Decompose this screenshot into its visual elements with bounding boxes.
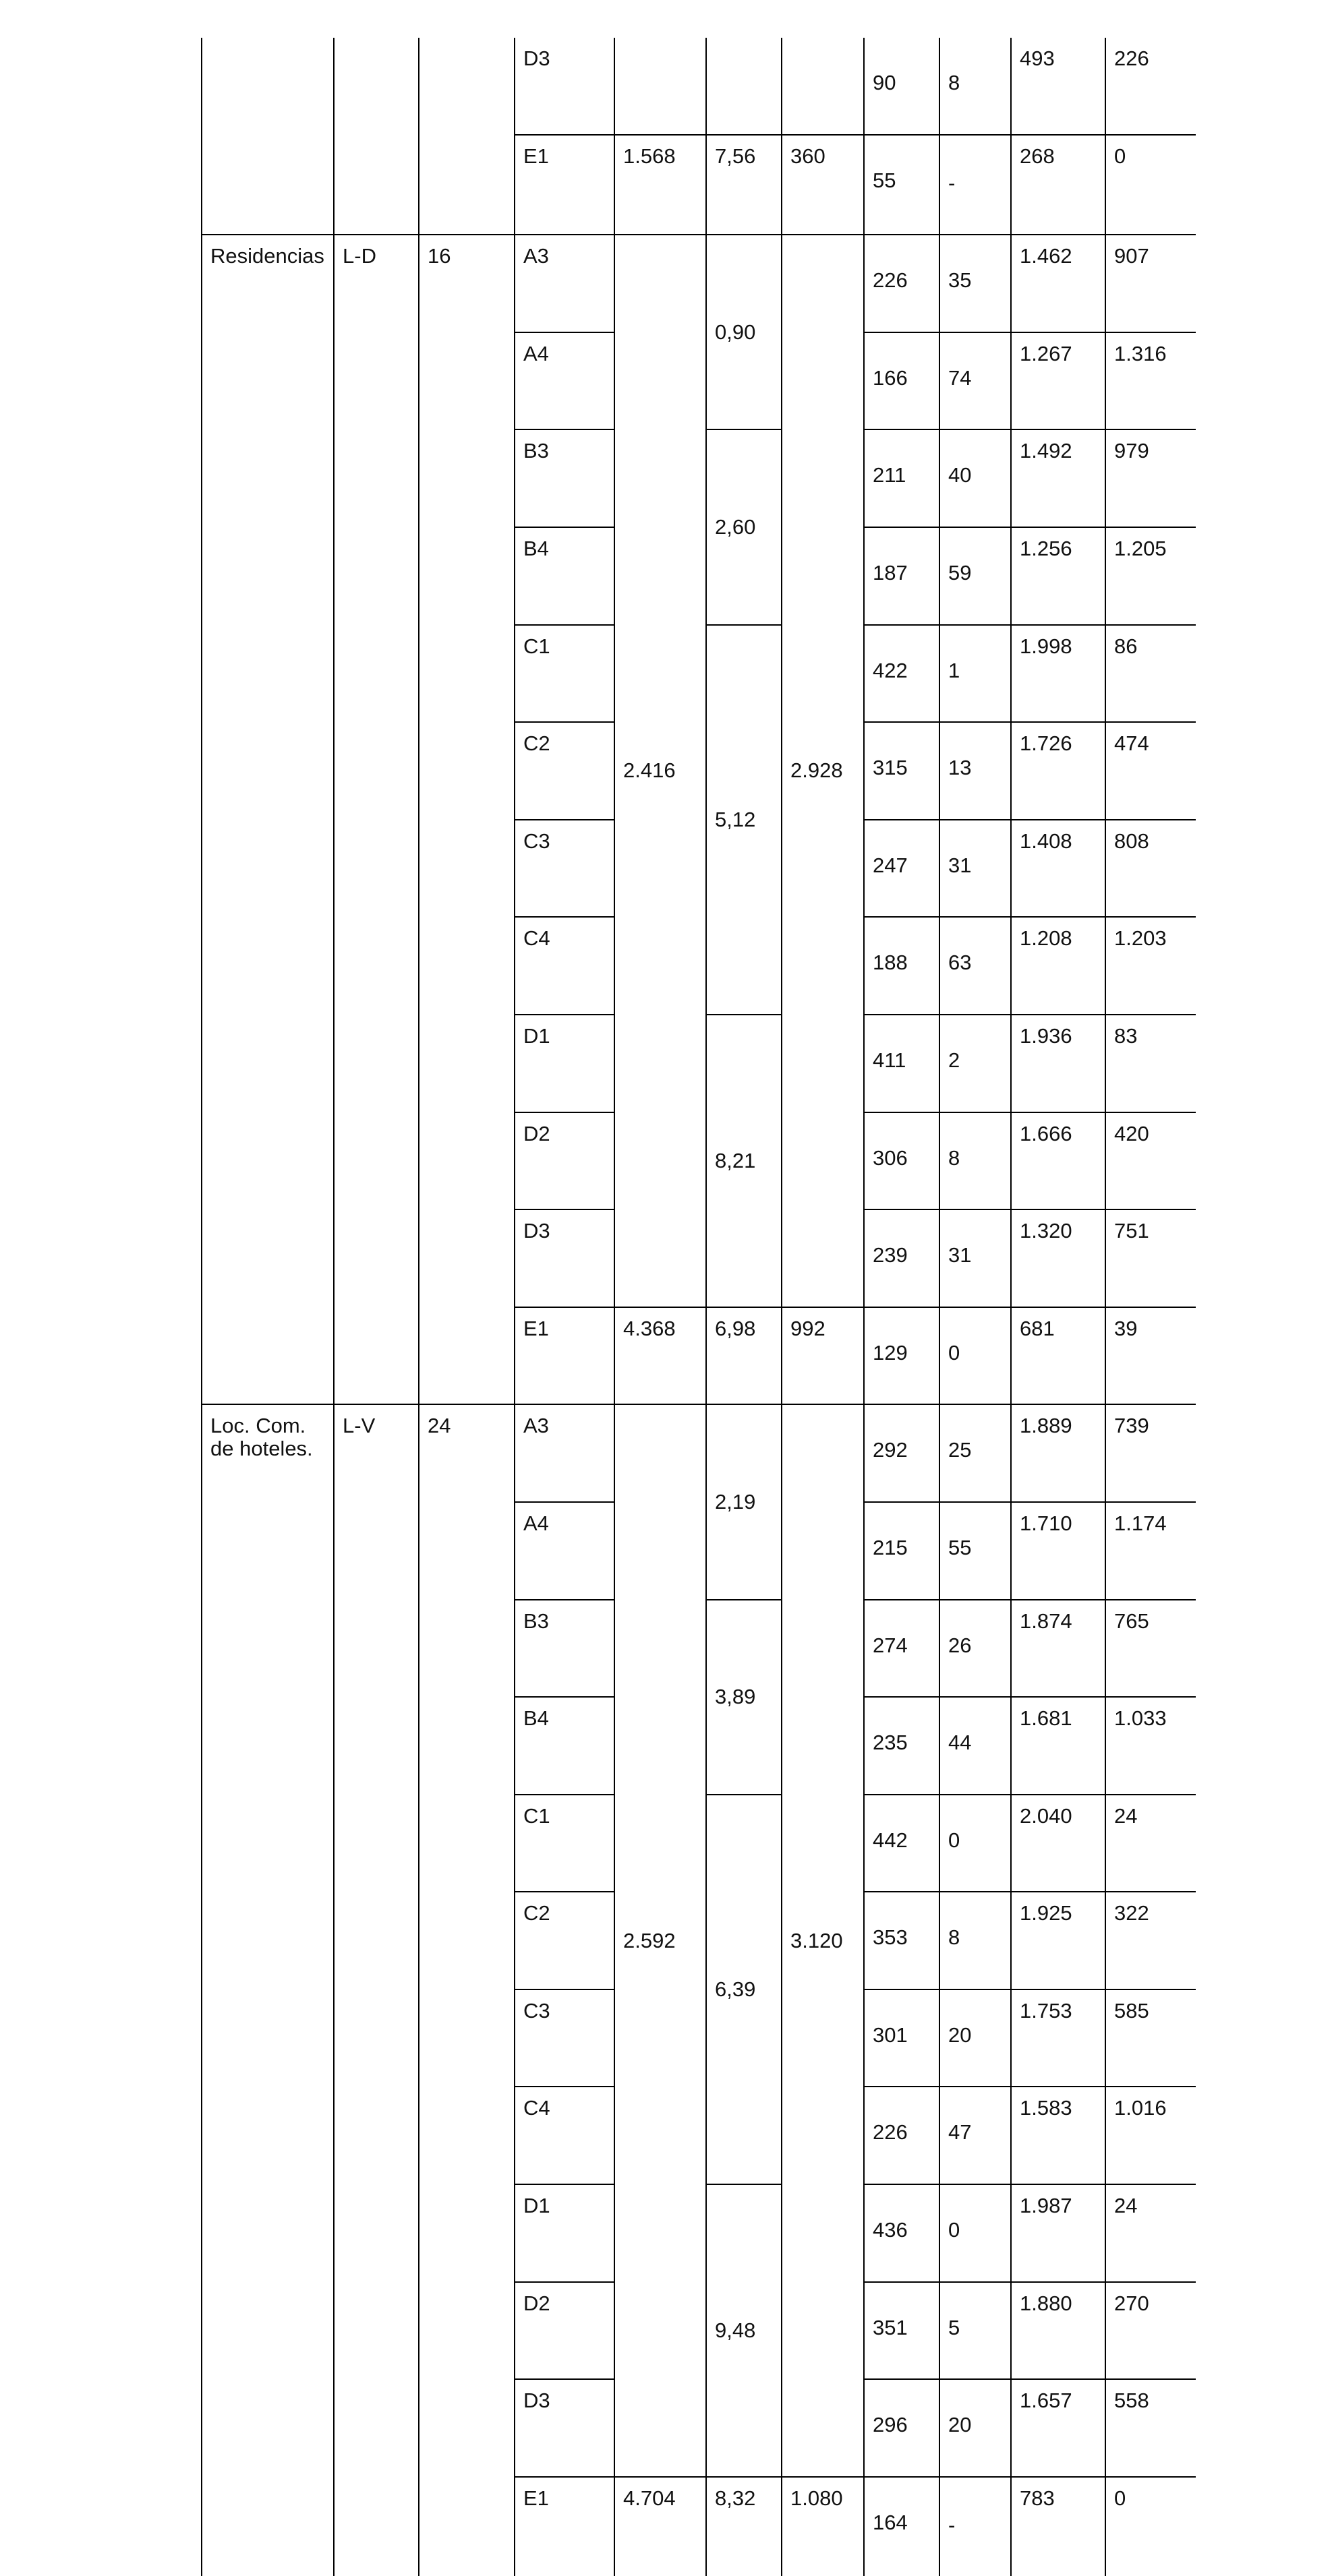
value-cell: 26 [939,1600,1011,1698]
category-cell: Loc. Com. de hoteles. [202,1404,334,2576]
zone-cell: C2 [515,722,614,820]
value-cell: 6,98 [706,1307,782,1405]
category-cell: Residencias [202,235,334,1404]
value-cell: 420 [1105,1112,1196,1210]
zone-cell: A4 [515,332,614,430]
value-cell: 1.925 [1011,1892,1105,1989]
schedule-cell: L-D [334,235,419,1404]
value-cell: 1.726 [1011,722,1105,820]
value-cell: 215 [864,1502,939,1600]
value-cell: 4.704 [614,2477,706,2576]
table-row [202,38,1196,135]
zone-cell: C3 [515,1989,614,2087]
table-row [202,235,1196,332]
zone-cell: E1 [515,1307,614,1405]
data-table [201,38,1196,2576]
value-cell: 979 [1105,429,1196,527]
value-cell: 2.592 [614,1404,706,2477]
value-cell: 55 [939,1502,1011,1600]
value-cell: 351 [864,2282,939,2380]
value-cell: 188 [864,917,939,1015]
value-cell: 1.080 [782,2477,864,2576]
value-cell: 24 [1105,1795,1196,1892]
zone-cell: D3 [515,2379,614,2477]
value-cell: 8 [939,1892,1011,1989]
zone-cell: B3 [515,1600,614,1698]
value-cell: 1.208 [1011,917,1105,1015]
value-cell: 1.889 [1011,1404,1105,1502]
value-cell: 1.174 [1105,1502,1196,1600]
value-cell: 739 [1105,1404,1196,1502]
value-cell: 3.120 [782,1404,864,2477]
value-cell: 8,32 [706,2477,782,2576]
value-cell: 35 [939,235,1011,332]
value-cell: 59 [939,527,1011,625]
value-cell: 1.316 [1105,332,1196,430]
value-cell: 226 [864,2087,939,2184]
zone-cell: C2 [515,1892,614,1989]
value-cell: 1.033 [1105,1697,1196,1795]
zone-cell: A4 [515,1502,614,1600]
value-cell: 2.928 [782,235,864,1307]
value-cell: 808 [1105,820,1196,918]
value-cell: 9,48 [706,2184,782,2477]
value-cell: 8 [939,1112,1011,1210]
value-cell: 1.880 [1011,2282,1105,2380]
value-cell: 411 [864,1015,939,1112]
value-cell: 25 [939,1404,1011,1502]
value-cell [706,38,782,135]
value-cell: 268 [1011,135,1105,235]
value-cell: - [939,135,1011,235]
value-cell: 1.205 [1105,527,1196,625]
zone-cell: A3 [515,235,614,332]
value-cell: 436 [864,2184,939,2282]
value-cell: 274 [864,1600,939,1698]
value-cell: 235 [864,1697,939,1795]
value-cell: 751 [1105,1209,1196,1307]
value-cell: 86 [1105,625,1196,723]
value-cell: 187 [864,527,939,625]
value-cell: 442 [864,1795,939,1892]
value-cell: 47 [939,2087,1011,2184]
value-cell: 1.267 [1011,332,1105,430]
zone-cell: D1 [515,2184,614,2282]
value-cell: 558 [1105,2379,1196,2477]
value-cell: 63 [939,917,1011,1015]
value-cell: 296 [864,2379,939,2477]
zone-cell: E1 [515,2477,614,2576]
value-cell: 1.408 [1011,820,1105,918]
value-cell: 292 [864,1404,939,1502]
value-cell: 1.256 [1011,527,1105,625]
value-cell: 681 [1011,1307,1105,1405]
value-cell: 211 [864,429,939,527]
value-cell: 1 [939,625,1011,723]
zone-cell: B3 [515,429,614,527]
value-cell: 322 [1105,1892,1196,1989]
value-cell: 90 [864,38,939,135]
zone-cell: C4 [515,2087,614,2184]
zone-cell: D1 [515,1015,614,1112]
value-cell: - [939,2477,1011,2576]
value-cell: 1.462 [1011,235,1105,332]
value-cell: 315 [864,722,939,820]
value-cell: 166 [864,332,939,430]
value-cell: 164 [864,2477,939,2576]
value-cell: 1.753 [1011,1989,1105,2087]
value-cell: 226 [864,235,939,332]
schedule-cell: L-V [334,1404,419,2576]
value-cell: 474 [1105,722,1196,820]
value-cell: 0 [939,1795,1011,1892]
value-cell: 1.874 [1011,1600,1105,1698]
value-cell: 1.998 [1011,625,1105,723]
value-cell: 2.416 [614,235,706,1307]
value-cell: 8,21 [706,1015,782,1307]
value-cell [782,38,864,135]
value-cell: 39 [1105,1307,1196,1405]
value-cell: 247 [864,820,939,918]
zone-cell: D3 [515,38,614,135]
value-cell: 1.320 [1011,1209,1105,1307]
zone-cell: A3 [515,1404,614,1502]
value-cell: 0 [939,2184,1011,2282]
value-cell: 6,39 [706,1795,782,2184]
value-cell: 1.681 [1011,1697,1105,1795]
value-cell: 0 [1105,135,1196,235]
value-cell: 13 [939,722,1011,820]
value-cell: 992 [782,1307,864,1405]
value-cell: 5,12 [706,625,782,1015]
value-cell: 55 [864,135,939,235]
value-cell: 1.710 [1011,1502,1105,1600]
value-cell: 24 [1105,2184,1196,2282]
table-row [202,1404,1196,1502]
value-cell: 301 [864,1989,939,2087]
zone-cell: D2 [515,1112,614,1210]
value-cell: 493 [1011,38,1105,135]
value-cell: 31 [939,820,1011,918]
value-cell: 83 [1105,1015,1196,1112]
value-cell: 1.583 [1011,2087,1105,2184]
value-cell: 422 [864,625,939,723]
zone-cell: D2 [515,2282,614,2380]
value-cell: 20 [939,2379,1011,2477]
value-cell: 226 [1105,38,1196,135]
value-cell: 0 [939,1307,1011,1405]
value-cell: 2,60 [706,429,782,624]
hours-cell [419,38,515,235]
value-cell: 783 [1011,2477,1105,2576]
value-cell: 1.666 [1011,1112,1105,1210]
value-cell: 585 [1105,1989,1196,2087]
zone-cell: B4 [515,1697,614,1795]
schedule-cell [334,38,419,235]
value-cell: 1.568 [614,135,706,235]
value-cell: 1.492 [1011,429,1105,527]
value-cell: 44 [939,1697,1011,1795]
value-cell: 2,19 [706,1404,782,1599]
value-cell: 8 [939,38,1011,135]
value-cell: 7,56 [706,135,782,235]
value-cell: 270 [1105,2282,1196,2380]
value-cell: 1.936 [1011,1015,1105,1112]
zone-cell: E1 [515,135,614,235]
value-cell: 129 [864,1307,939,1405]
value-cell: 1.203 [1105,917,1196,1015]
category-cell [202,38,334,235]
zone-cell: B4 [515,527,614,625]
value-cell: 40 [939,429,1011,527]
value-cell: 0 [1105,2477,1196,2576]
table-body [202,38,1196,2576]
value-cell: 353 [864,1892,939,1989]
value-cell: 2.040 [1011,1795,1105,1892]
value-cell: 0,90 [706,235,782,429]
zone-cell: C1 [515,625,614,723]
value-cell: 2 [939,1015,1011,1112]
value-cell: 4.368 [614,1307,706,1405]
value-cell: 3,89 [706,1600,782,1795]
value-cell: 360 [782,135,864,235]
value-cell [614,38,706,135]
value-cell: 306 [864,1112,939,1210]
value-cell: 1.657 [1011,2379,1105,2477]
value-cell: 239 [864,1209,939,1307]
hours-cell: 24 [419,1404,515,2576]
value-cell: 1.016 [1105,2087,1196,2184]
zone-cell: C3 [515,820,614,918]
value-cell: 20 [939,1989,1011,2087]
zone-cell: C1 [515,1795,614,1892]
hours-cell: 16 [419,235,515,1404]
value-cell: 907 [1105,235,1196,332]
value-cell: 5 [939,2282,1011,2380]
value-cell: 31 [939,1209,1011,1307]
value-cell: 765 [1105,1600,1196,1698]
zone-cell: C4 [515,917,614,1015]
value-cell: 1.987 [1011,2184,1105,2282]
value-cell: 74 [939,332,1011,430]
zone-cell: D3 [515,1209,614,1307]
